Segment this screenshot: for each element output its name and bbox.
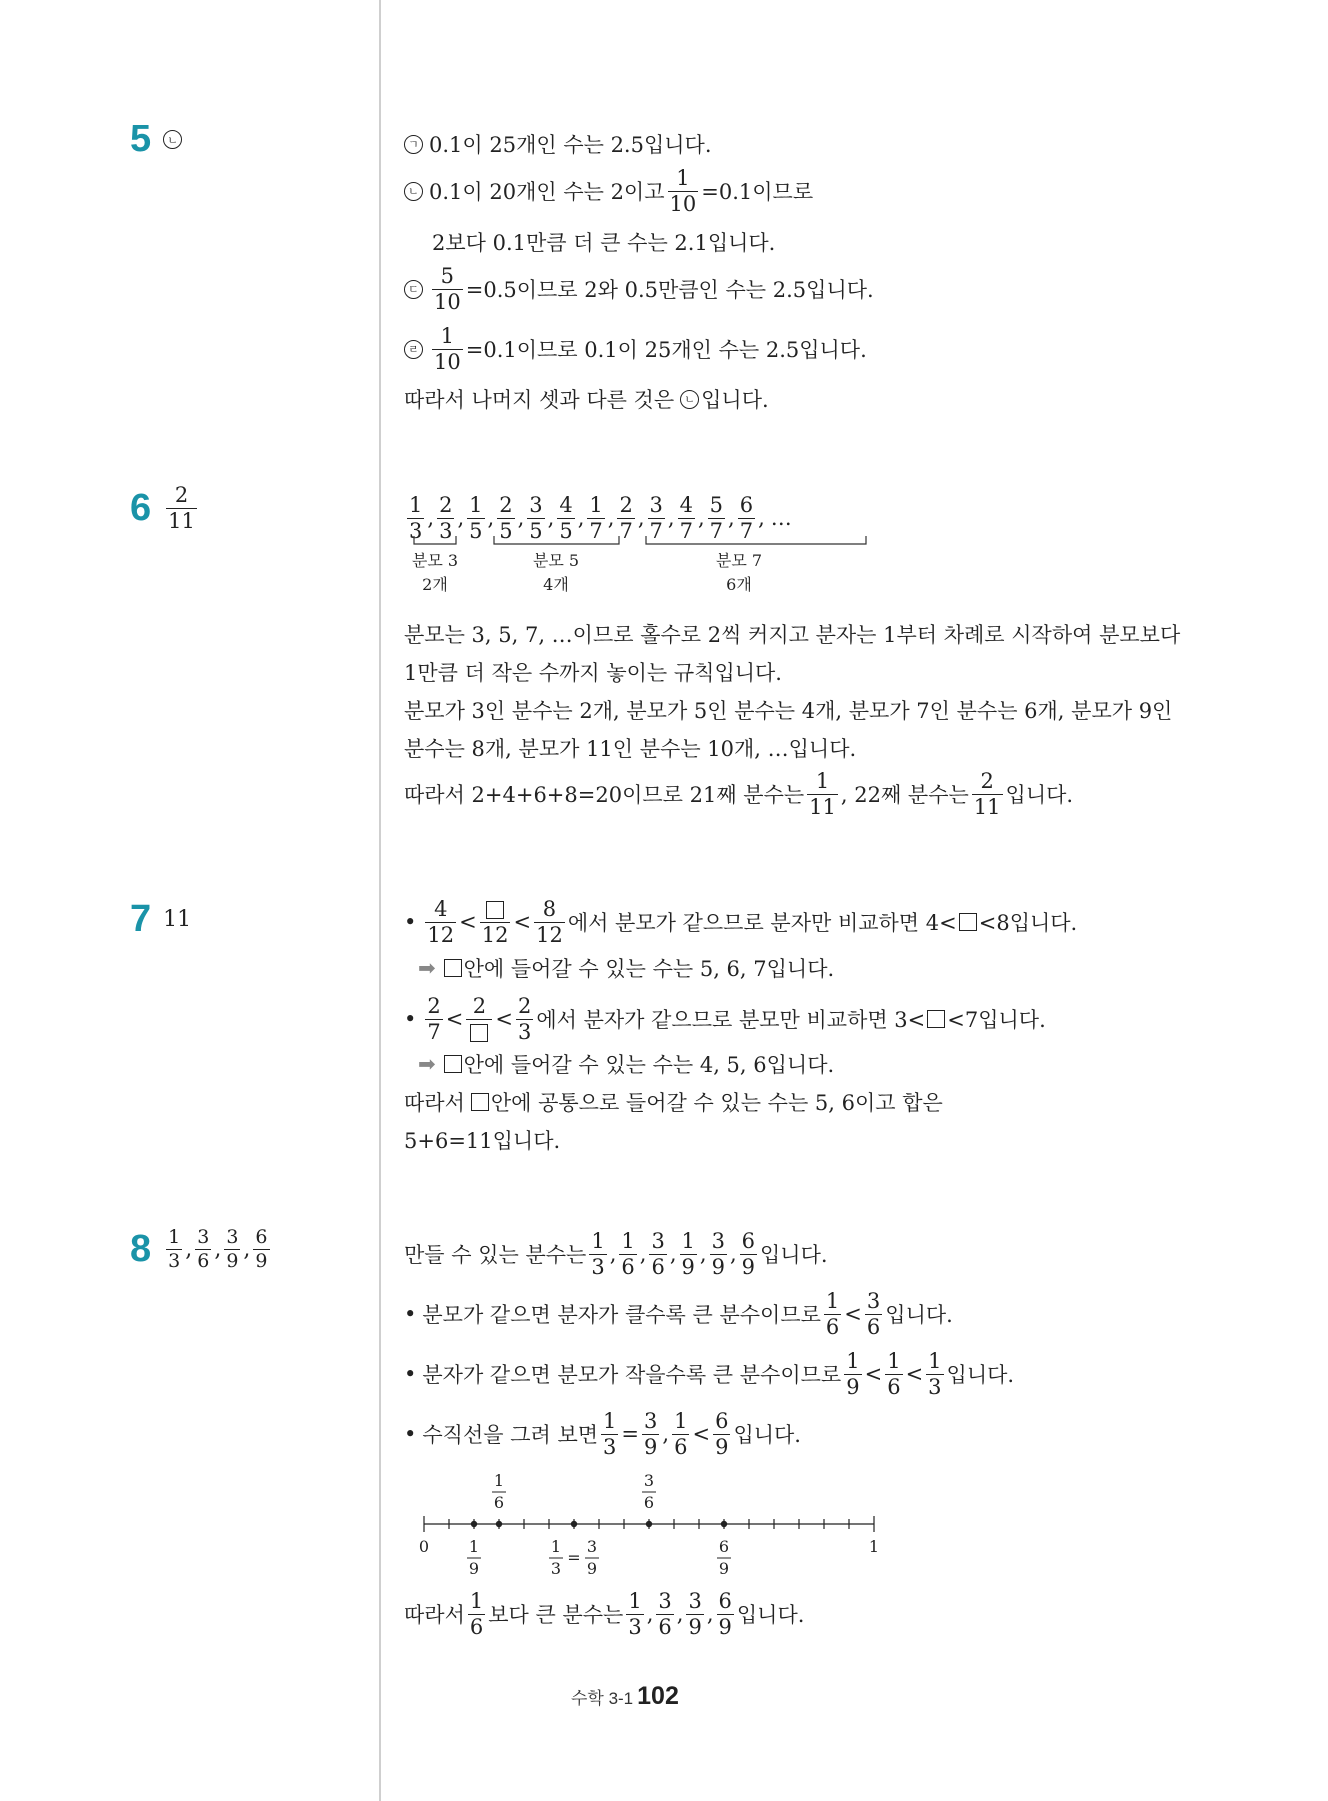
fraction: $\frac{3}{5}$ [529,492,543,543]
top-label-denominator: 6 [493,1493,505,1512]
text: 입니다. [701,388,769,412]
text: 입니다. [733,1423,801,1447]
text: 1만큼 더 작은 수까지 놓이는 규칙입니다. [404,661,782,685]
q6-sequence: $\frac{1}{3}$ , $\frac{2}{3}$ , $\frac{1}{5}$ , $\frac{2}{5}$ , $\frac{3}{5}$ , $\frac{4}{5}$ , $\frac{1}{7}$ , $\frac{2}{7}$ , $\frac{3}{7}$ , $\frac{4}{7}$ , $\frac{5}{7}$ , $\frac{6}{7}$ , … [409,492,792,543]
question-5-header [130,118,188,161]
point-1-9 [471,1521,477,1527]
less-than-sign: < [692,1422,711,1446]
fraction: $\frac{1}{6}$ [887,1348,901,1399]
text: 따라서 [404,1091,465,1115]
q8-line-1: 만들 수 있는 분수는 $\frac{1}{3}$ , $\frac{1}{6}$ , $\frac{3}{6}$ , $\frac{1}{9}$ , $\frac{3}{9}$ , $\frac{6}{9}$ 입니다. [404,1228,828,1279]
fraction: $\frac{1}{10}$ [669,165,697,216]
question-number: 5 [130,118,152,160]
text: 안에 들어갈 수 있는 수는 5, 6, 7입니다. [463,957,835,981]
end-label: 1 [868,1537,880,1556]
text: , 22째 분수는 [840,783,969,807]
text: 안에 들어갈 수 있는 수는 4, 5, 6입니다. [463,1053,835,1077]
fraction: $\frac{3}{9}$ [644,1408,658,1459]
question-number: 6 [130,487,152,529]
circled-letter-icon: ㄴ [680,390,699,409]
fraction: $\frac{3}{6}$ [658,1588,672,1639]
blank-box-icon [444,1055,462,1073]
fraction: $\frac{5}{10}$ [434,263,461,314]
bottom-label-numerator: 6 [718,1537,730,1556]
fraction: 2 [466,996,492,1043]
point-1-3 [571,1521,577,1527]
text: 따라서 나머지 셋과 다른 것은 [404,388,675,412]
fraction: $\frac{1}{3}$ [168,1226,181,1272]
question-answer: $\frac{1}{3}$ , $\frac{3}{6}$ , $\frac{3}{9}$ , $\frac{6}{9}$ [168,1226,268,1272]
less-than-sign: < [495,1007,513,1031]
group-count: 2개 [422,575,448,594]
group-label: 분모 3 [411,551,459,570]
page-number: 102 [637,1682,679,1710]
bottom-label-denominator: 9 [586,1559,598,1578]
number-line [404,1470,904,1580]
fraction: $\frac{1}{6}$ [621,1228,635,1279]
bottom-label-denominator: 9 [718,1559,730,1578]
group-count: 4개 [543,575,569,594]
question-6-header [130,485,200,532]
bullet: • [404,1362,417,1386]
top-label-denominator: 6 [643,1493,655,1512]
fraction: $\frac{3}{6}$ [197,1226,210,1272]
ellipsis: … [770,506,792,530]
fraction: $\frac{1}{10}$ [434,323,461,374]
text: =0.1이므로 [701,180,814,204]
group-label: 분모 7 [715,551,763,570]
fraction: $\frac{8}{12}$ [536,896,563,947]
fraction: $\frac{1}{3}$ [409,492,423,543]
bottom-label-numerator: 1 [550,1537,562,1556]
fraction: $\frac{2}{7}$ [619,492,633,543]
q7-conclusion-2 [404,1116,560,1164]
text: 보다 큰 분수는 [488,1603,624,1627]
circled-letter-icon: ㄴ [163,130,182,149]
fraction: $\frac{1}{9}$ [846,1348,860,1399]
blank-box-icon [959,913,977,931]
bullet: • [404,1422,417,1446]
point-3-6 [646,1521,652,1527]
fraction: $\frac{1}{7}$ [589,492,603,543]
circled-letter-icon: ㄴ [404,182,423,201]
fraction: $\frac{6}{9}$ [741,1228,756,1279]
text: 에서 분모가 같으므로 분자만 비교하면 4< [567,911,957,935]
text: =0.5이므로 2와 0.5만큼인 수는 2.5입니다. [465,278,874,302]
arrow-right-icon: ➡ [418,956,436,980]
top-label-numerator: 1 [493,1471,505,1490]
text: 입니다. [946,1363,1015,1387]
fraction: $\frac{2}{11}$ [168,483,195,533]
question-number: 7 [130,898,152,940]
page-footer [571,1682,679,1711]
less-than-sign: < [864,1362,883,1386]
blank-box-icon [486,901,504,919]
bracket-denominator-3 [414,536,456,544]
question-answer: 11 [163,907,192,932]
question-number: 8 [130,1228,152,1270]
text: 안에 공통으로 들어갈 수 있는 수는 5, 6이고 합은 [490,1091,943,1115]
point-6-9 [721,1521,727,1527]
blank-box-icon [444,959,462,977]
q7-bullet-1 [404,893,1077,951]
fraction: $\frac{4}{5}$ [559,492,573,543]
q5-line-3 [432,218,775,266]
less-than-sign: < [513,910,532,934]
less-than-sign: < [844,1302,862,1326]
bottom-label-denominator: 3 [550,1559,562,1578]
fraction: $\frac{3}{9}$ [226,1226,239,1272]
text: 0.1이 25개인 수는 2.5입니다. [429,133,712,157]
fraction: $\frac{3}{6}$ [866,1288,881,1339]
text: 입니다. [760,1243,828,1267]
fraction: $\frac{1}{6}$ [674,1408,688,1459]
top-label-numerator: 3 [643,1471,655,1490]
text: 입니다. [1005,783,1074,807]
question-7-header [130,898,191,941]
group-label: 분모 5 [532,551,580,570]
q8-line-2 [404,1285,953,1343]
text: 에서 분자가 같으므로 분모만 비교하면 3< [536,1008,926,1032]
text: 분수는 8개, 분모가 11인 분수는 10개, …입니다. [404,737,857,761]
text: 만들 수 있는 분수는 [404,1243,587,1267]
arrow-right-icon: ➡ [418,1052,436,1076]
fraction: $\frac{1}{11}$ [809,768,836,819]
bottom-label-numerator: 1 [468,1537,480,1556]
start-label: 0 [418,1537,430,1556]
fraction: $\frac{3}{6}$ [651,1228,665,1279]
fraction: $\frac{6}{9}$ [255,1226,268,1272]
blank-box-icon [927,1010,945,1028]
q5-line-6 [404,375,769,423]
bottom-label-equals: = [567,1548,581,1567]
bottom-label-numerator: 3 [586,1537,598,1556]
q6-para-5 [404,766,1073,822]
fraction: $\frac{1}{6}$ [825,1288,840,1339]
bullet: • [404,910,417,934]
q6-group-brackets [404,532,904,602]
q6-para-4 [404,724,856,772]
fraction: $\frac{2}{11}$ [973,768,1001,819]
question-answer [163,130,188,149]
q5-line-2 [404,167,813,215]
fraction: $\frac{2}{7}$ [427,993,441,1044]
column-divider [379,0,381,1801]
q5-line-1 [404,120,712,168]
fraction: $\frac{1}{3}$ [603,1408,617,1459]
bracket-denominator-5 [494,536,619,544]
point-1-6 [496,1521,502,1527]
equals-sign: = [621,1422,640,1446]
text: 분모가 3인 분수는 2개, 분모가 5인 분수는 4개, 분모가 7인 분수는 6개, 분모가 9인 [404,699,1173,723]
less-than-sign: < [445,1007,464,1031]
bracket-denominator-7 [646,536,866,544]
fraction: $\frac{2}{3}$ [517,993,532,1044]
fraction: 12 [480,899,511,946]
fraction: $\frac{1}{3}$ [928,1348,942,1399]
fraction: $\frac{1}{3}$ [591,1228,605,1279]
question-8-header [130,1228,273,1271]
less-than-sign: < [905,1362,924,1386]
bottom-label-denominator: 9 [468,1559,480,1578]
fraction: $\frac{4}{7}$ [679,492,693,543]
q8-line-5: 따라서 $\frac{1}{6}$ 보다 큰 분수는 $\frac{1}{3}$ , $\frac{3}{6}$ , $\frac{3}{9}$ , $\frac{6}{9}$ 입니다. [404,1588,805,1639]
fraction: $\frac{3}{7}$ [649,492,663,543]
fraction: $\frac{3}{9}$ [711,1228,725,1279]
fraction: $\frac{1}{3}$ [628,1588,642,1639]
circled-letter-icon: ㄹ [404,340,423,359]
circled-letter-icon: ㄱ [404,135,423,154]
fraction: $\frac{6}{9}$ [715,1408,729,1459]
text: 수직선을 그려 보면 [422,1423,599,1447]
book-title: 수학 3-1 [571,1689,634,1708]
text: 따라서 2+4+6+8=20이므로 21째 분수는 [404,783,805,807]
q7-arrow-1 [418,944,834,992]
bullet: • [404,1302,417,1326]
circled-letter-icon: ㄷ [404,280,423,299]
blank-box-icon [471,1093,489,1111]
fraction: $\frac{5}{7}$ [709,492,723,543]
fraction: $\frac{4}{12}$ [427,896,455,947]
question-answer [163,485,200,532]
fraction: $\frac{6}{7}$ [739,492,754,543]
text: 2보다 0.1만큼 더 큰 수는 2.1입니다. [432,231,776,255]
q5-line-5 [404,325,867,373]
text: <8입니다. [978,911,1078,935]
text: 따라서 [404,1603,465,1627]
fraction: $\frac{2}{5}$ [499,492,513,543]
text: <7입니다. [947,1008,1046,1032]
text: 입니다. [736,1603,805,1627]
group-count: 6개 [726,575,752,594]
q5-line-4 [404,265,874,313]
fraction: $\frac{1}{6}$ [469,1588,484,1639]
q8-line-3 [404,1345,1014,1403]
text: 분모가 같으면 분자가 클수록 큰 분수이므로 [422,1303,821,1327]
text: 분자가 같으면 분모가 작을수록 큰 분수이므로 [422,1363,842,1387]
text: 분모는 3, 5, 7, …이므로 홀수로 2씩 커지고 분자는 1부터 차례로 시작하여 분모보다 [404,623,1181,647]
text: 입니다. [885,1303,953,1327]
fraction: $\frac{6}{9}$ [718,1588,732,1639]
text: 0.1이 20개인 수는 2이고 [429,180,665,204]
text: =0.1이므로 0.1이 25개인 수는 2.5입니다. [465,338,867,362]
text: 5+6=11입니다. [404,1129,561,1153]
fraction: $\frac{1}{9}$ [681,1228,695,1279]
q8-line-4: • 수직선을 그려 보면 $\frac{1}{3}$ = $\frac{3}{9}$ , $\frac{1}{6}$ < $\frac{6}{9}$ 입니다. [404,1408,801,1459]
fraction: $\frac{3}{9}$ [688,1588,702,1639]
fraction: $\frac{1}{5}$ [469,492,483,543]
bullet: • [404,1007,417,1031]
less-than-sign: < [459,910,477,934]
fraction: $\frac{2}{3}$ [439,492,453,543]
